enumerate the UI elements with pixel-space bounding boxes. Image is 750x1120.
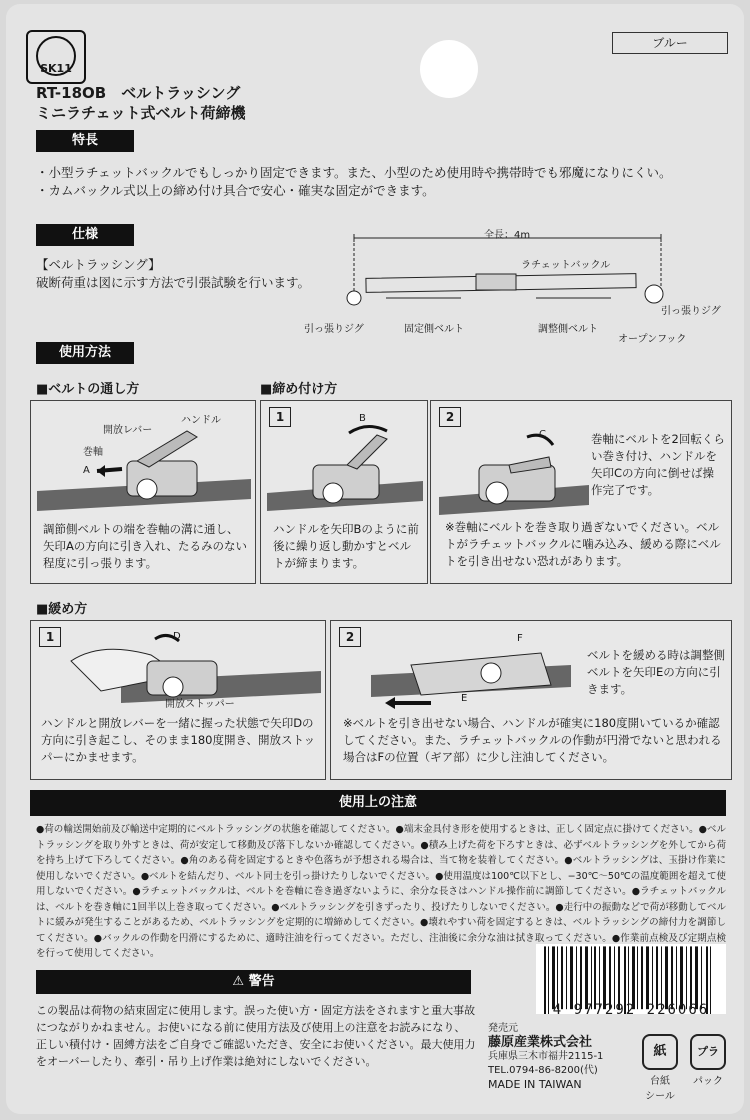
tightening-step-2-text: 巻軸にベルトを2回転くらい巻き付け、ハンドルを矢印Cの方向に倒せば操作完了です。 xyxy=(591,432,725,497)
specs-label: 【ベルトラッシング】 xyxy=(36,257,161,272)
total-length-label: 全長：4m xyxy=(484,230,531,241)
feature-item: ・カムバックル式以上の締め付け具合で安心・確実な固定ができます。 xyxy=(36,183,435,198)
loosening-step-2-panel xyxy=(330,620,732,780)
usage-heading: 使用方法 xyxy=(36,342,134,364)
adjust-belt-label: 調整側ベルト xyxy=(538,324,598,335)
release-stopper-label: 開放ストッパー xyxy=(165,699,235,710)
model-title: RT-18OB ベルトラッシング xyxy=(36,84,241,102)
arrow-d-label: D xyxy=(173,631,181,642)
release-lever-label: 開放レバー xyxy=(103,425,153,436)
loosening-step-1-text: ハンドルと開放レバーを一緒に握った状態で矢印Dの方向に引き起こし、そのまま180度開き、開放ストッパーにかませます。 xyxy=(41,716,316,764)
features-list xyxy=(36,164,736,200)
precautions-text: ●荷の輸送開始前及び輸送中定期的にベルトラッシングの状態を確認してください。●端末金具付き形を使用するときは、正しく固定点に掛けてください。●ベルトラッシングを取り外すときは、荷が安定して移動及び落下しないか確認してください。●積み上げた荷を下ろすときは、必ずベルトラッシングを外してから荷を持ち上げて下ろしてください。●角のある荷を固定するときや色落ちが予想される場合は、当て物を装着してください。●ベルトラッシングは、玉掛け作業に使用しないでください。●ベルトを結んだり、ベルト同士を引っ掛けたりしないでください。●使用温度は100℃以下とし、−30℃〜50℃の温度範囲を超えて使用しないでください。●ラチェットバックルは、ベルトを巻軸に巻き過ぎないように、余分な長さはハンドル操作前に調節してください。●ラチェットバックルは、ベルトを巻き軸に1回半以上巻き取ってください。●ベルトラッシングを引きずったり、投げたりしないでください。●走行中の振動などで荷が移動してベルトに緩みが発生することがあるため、ベルトラッシングを定期的に増締めしてください。●壊れやすい荷を固定するときは、ベルトラッシングの締付力を調節してください。●バックルの作動を円滑にするために、適時注油を行ってください。ただし、注油後に余分な油は拭き取ってください。●作業前点検及び定期点検を行って使用してください。 xyxy=(36,824,726,959)
step-number: 1 xyxy=(269,407,291,427)
made-in: MADE IN TAIWAN xyxy=(488,1078,582,1091)
precautions-heading: 使用上の注意 xyxy=(30,790,726,816)
arrow-a-label: A xyxy=(83,465,90,476)
step-number: 2 xyxy=(439,407,461,427)
tightening-step-1-panel xyxy=(260,400,428,584)
tightening-step-2-panel xyxy=(430,400,732,584)
fixed-belt-label: 固定側ベルト xyxy=(404,324,464,335)
handle-label: ハンドル xyxy=(181,415,221,426)
hang-hole xyxy=(420,40,478,98)
loosening-title: ■緩め方 xyxy=(36,602,88,617)
ratchet-buckle-label: ラチェットバックル xyxy=(521,260,611,271)
arrow-e-label: E xyxy=(461,693,468,704)
paper-recycle-icon: 紙 xyxy=(642,1034,678,1070)
feature-item: ・小型ラチェットバックルでもしっかり固定できます。また、小型のため使用時や携帯時でも邪魔になりにくい。 xyxy=(36,165,672,180)
loosening-step-2-note: ※ベルトを引き出せない場合、ハンドルが確実に180度開いているか確認してください。また、ラチェットバックルの作動が円滑でないと思われる場合はFの位置（ギア部）に少し注油してください。 xyxy=(343,716,722,764)
warning-heading: ⚠ 警告 xyxy=(36,970,471,994)
features-heading: 特長 xyxy=(36,130,134,152)
loosening-step-2-text: ベルトを緩める時は調整側ベルトを矢印Eの方向に引きます。 xyxy=(587,648,725,696)
threading-panel xyxy=(30,400,256,584)
brand-logo: SK11 xyxy=(26,30,86,84)
spec-diagram xyxy=(336,226,696,346)
product-name: ミニラチェット式ベルト荷締機 xyxy=(36,104,246,122)
tightening-step-1-illustration xyxy=(267,421,423,511)
company-address: 兵庫県三木市福井2115-1 xyxy=(488,1051,604,1062)
specs-heading: 仕様 xyxy=(36,224,134,246)
spool-label: 巻軸 xyxy=(83,447,103,458)
open-hook-label: オープンフック xyxy=(618,334,687,345)
paper-recycle-label: 台紙 シール xyxy=(645,1076,675,1102)
loosening-step-2-illustration xyxy=(371,635,571,715)
arrow-b-label: B xyxy=(359,413,366,424)
tightening-step-1-text: ハンドルを矢印Bのように前後に繰り返し動かすとベルトが締まります。 xyxy=(273,522,419,570)
arrow-c-label: C xyxy=(539,429,546,440)
color-label: ブルー xyxy=(612,32,728,54)
specs-text: 破断荷重は図に示す方法で引張試験を行います。 xyxy=(36,275,311,290)
step-number: 2 xyxy=(339,627,361,647)
seller-label: 発売元 xyxy=(488,1023,518,1034)
jig-right-label: 引っ張りジグ xyxy=(661,306,721,317)
tightening-title: ■締め付け方 xyxy=(260,382,338,397)
tightening-step-2-illustration xyxy=(439,427,589,517)
jig-left-label: 引っ張りジグ xyxy=(304,324,364,335)
threading-title: ■ベルトの通し方 xyxy=(36,382,140,397)
company-name: 藤原産業株式会社 xyxy=(488,1035,593,1050)
loosening-step-1-panel xyxy=(30,620,326,780)
package-card xyxy=(6,4,744,1114)
step-number: 1 xyxy=(39,627,61,647)
arrow-f-label: F xyxy=(517,633,523,644)
threading-text: 調節側ベルトの端を巻軸の溝に通し、矢印Aの方向に引き入れ、たるみのない程度に引っ張ります。 xyxy=(43,522,248,570)
seller-info xyxy=(488,1022,603,1092)
plastic-recycle-label: パック xyxy=(693,1076,723,1087)
tightening-step-2-note: ※巻軸にベルトを巻き取り過ぎないでください。ベルトがラチェットバックルに噛み込み、緩める際にベルトを引き出せない恐れがあります。 xyxy=(445,520,721,568)
plastic-recycle-icon: プラ xyxy=(690,1034,726,1070)
warning-text: この製品は荷物の結束固定に使用します。誤った使い方・固定方法をされますと重大事故につながりかねません。お使いになる前に使用方法及び使用上の注意をお読みになり、正しい積付け・固縛方法をご自身でご確認いただき、安全にお使いください。最大使用力をオーバーしたり、牽引・吊り上げ作業は絶対にしないでください。 xyxy=(36,1004,476,1068)
barcode-number: 4 977292 226066 xyxy=(552,1002,710,1018)
company-tel: TEL.0794-86-8200(代) xyxy=(488,1065,598,1076)
